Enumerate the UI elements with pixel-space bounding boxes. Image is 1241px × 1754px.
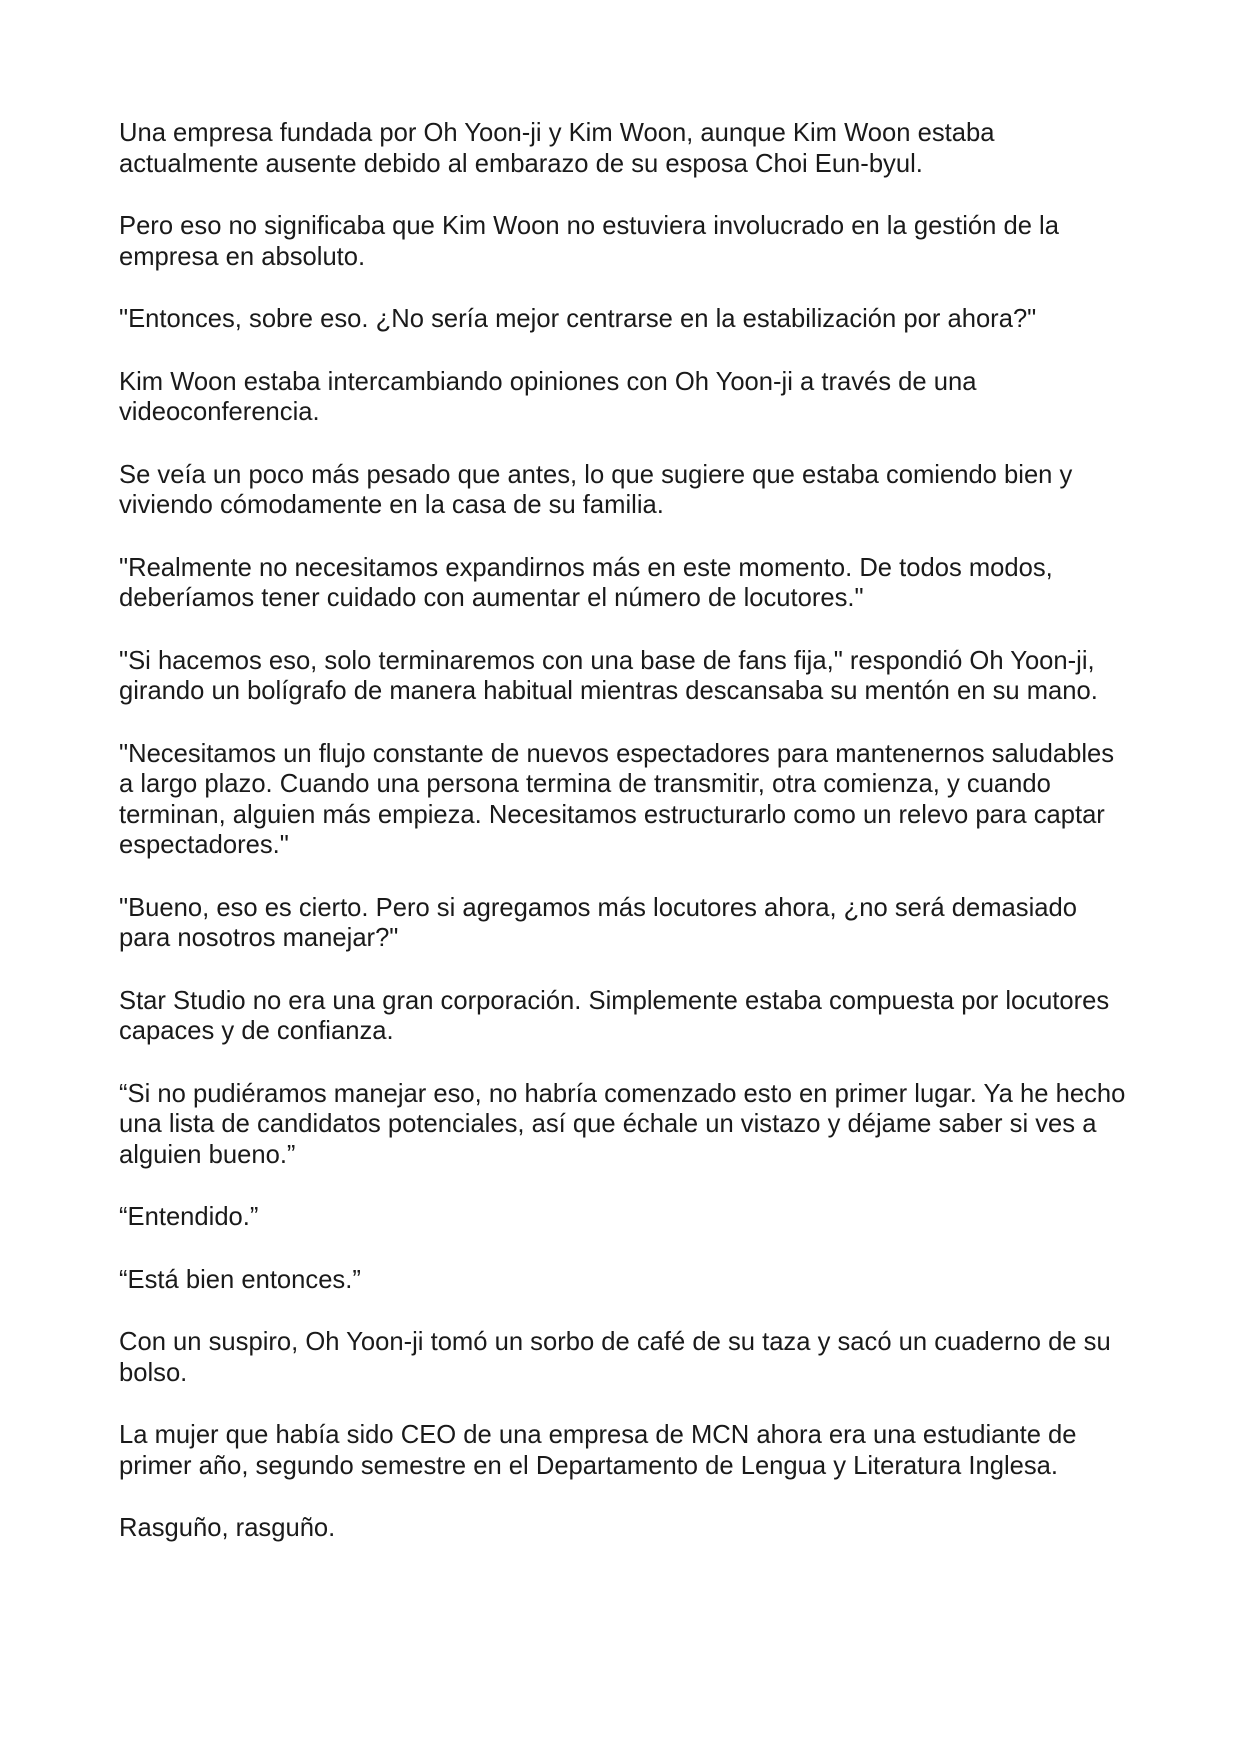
paragraph-1: Una empresa fundada por Oh Yoon-ji y Kim Woon, aunque Kim Woon estaba actualmente ausente debido al embarazo de su esposa Choi Eun-byul.: [119, 119, 995, 178]
paragraph-7: "Si hacemos eso, solo terminaremos con una base de fans fija," respondió Oh Yoon-ji, girando un bolígrafo de manera habitual mientras descansaba su mentón en su mano.: [119, 646, 1098, 705]
paragraph-4: Kim Woon estaba intercambiando opiniones con Oh Yoon-ji a través de una videoconferencia.: [119, 367, 977, 426]
paragraph-8: "Necesitamos un flujo constante de nuevos espectadores para mantenernos saludables a largo plazo. Cuando una persona termina de transmitir, otra comienza, y cuando terminan, alguien más empieza. Necesitamos estructurarlo como un relevo para captar espectadores.": [119, 739, 1115, 859]
paragraph-6: "Realmente no necesitamos expandirnos más en este momento. De todos modos, deberíamos tener cuidado con aumentar el número de locutores.": [119, 553, 1053, 612]
paragraph-10: Star Studio no era una gran corporación. Simplemente estaba compuesta por locutores capaces y de confianza.: [119, 986, 1110, 1045]
paragraph-11: “Si no pudiéramos manejar eso, no habría comenzado esto en primer lugar. Ya he hecho una lista de candidatos potenciales, así que échale un vistazo y déjame saber si ves a alguien bueno.”: [119, 1079, 1126, 1169]
paragraph-3: "Entonces, sobre eso. ¿No sería mejor centrarse en la estabilización por ahora?": [119, 305, 1037, 333]
paragraph-13: “Está bien entonces.”: [119, 1265, 361, 1294]
paragraph-5: Se veía un poco más pesado que antes, lo que sugiere que estaba comiendo bien y viviendo cómodamente en la casa de su familia.: [119, 460, 1073, 519]
paragraph-15: La mujer que había sido CEO de una empresa de MCN ahora era una estudiante de primer año, segundo semestre en el Departamento de Lengua y Literatura Inglesa.: [119, 1421, 1077, 1480]
paragraph-16: Rasguño, rasguño.: [119, 1514, 336, 1542]
paragraph-2: Pero eso no significaba que Kim Woon no estuviera involucrado en la gestión de la empresa en absoluto.: [119, 212, 1059, 271]
paragraph-9: "Bueno, eso es cierto. Pero si agregamos más locutores ahora, ¿no será demasiado para nosotros manejar?": [119, 893, 1077, 952]
paragraph-14: Con un suspiro, Oh Yoon-ji tomó un sorbo de café de su taza y sacó un cuaderno de su bolso.: [119, 1328, 1111, 1387]
paragraph-12: “Entendido.”: [119, 1203, 259, 1231]
